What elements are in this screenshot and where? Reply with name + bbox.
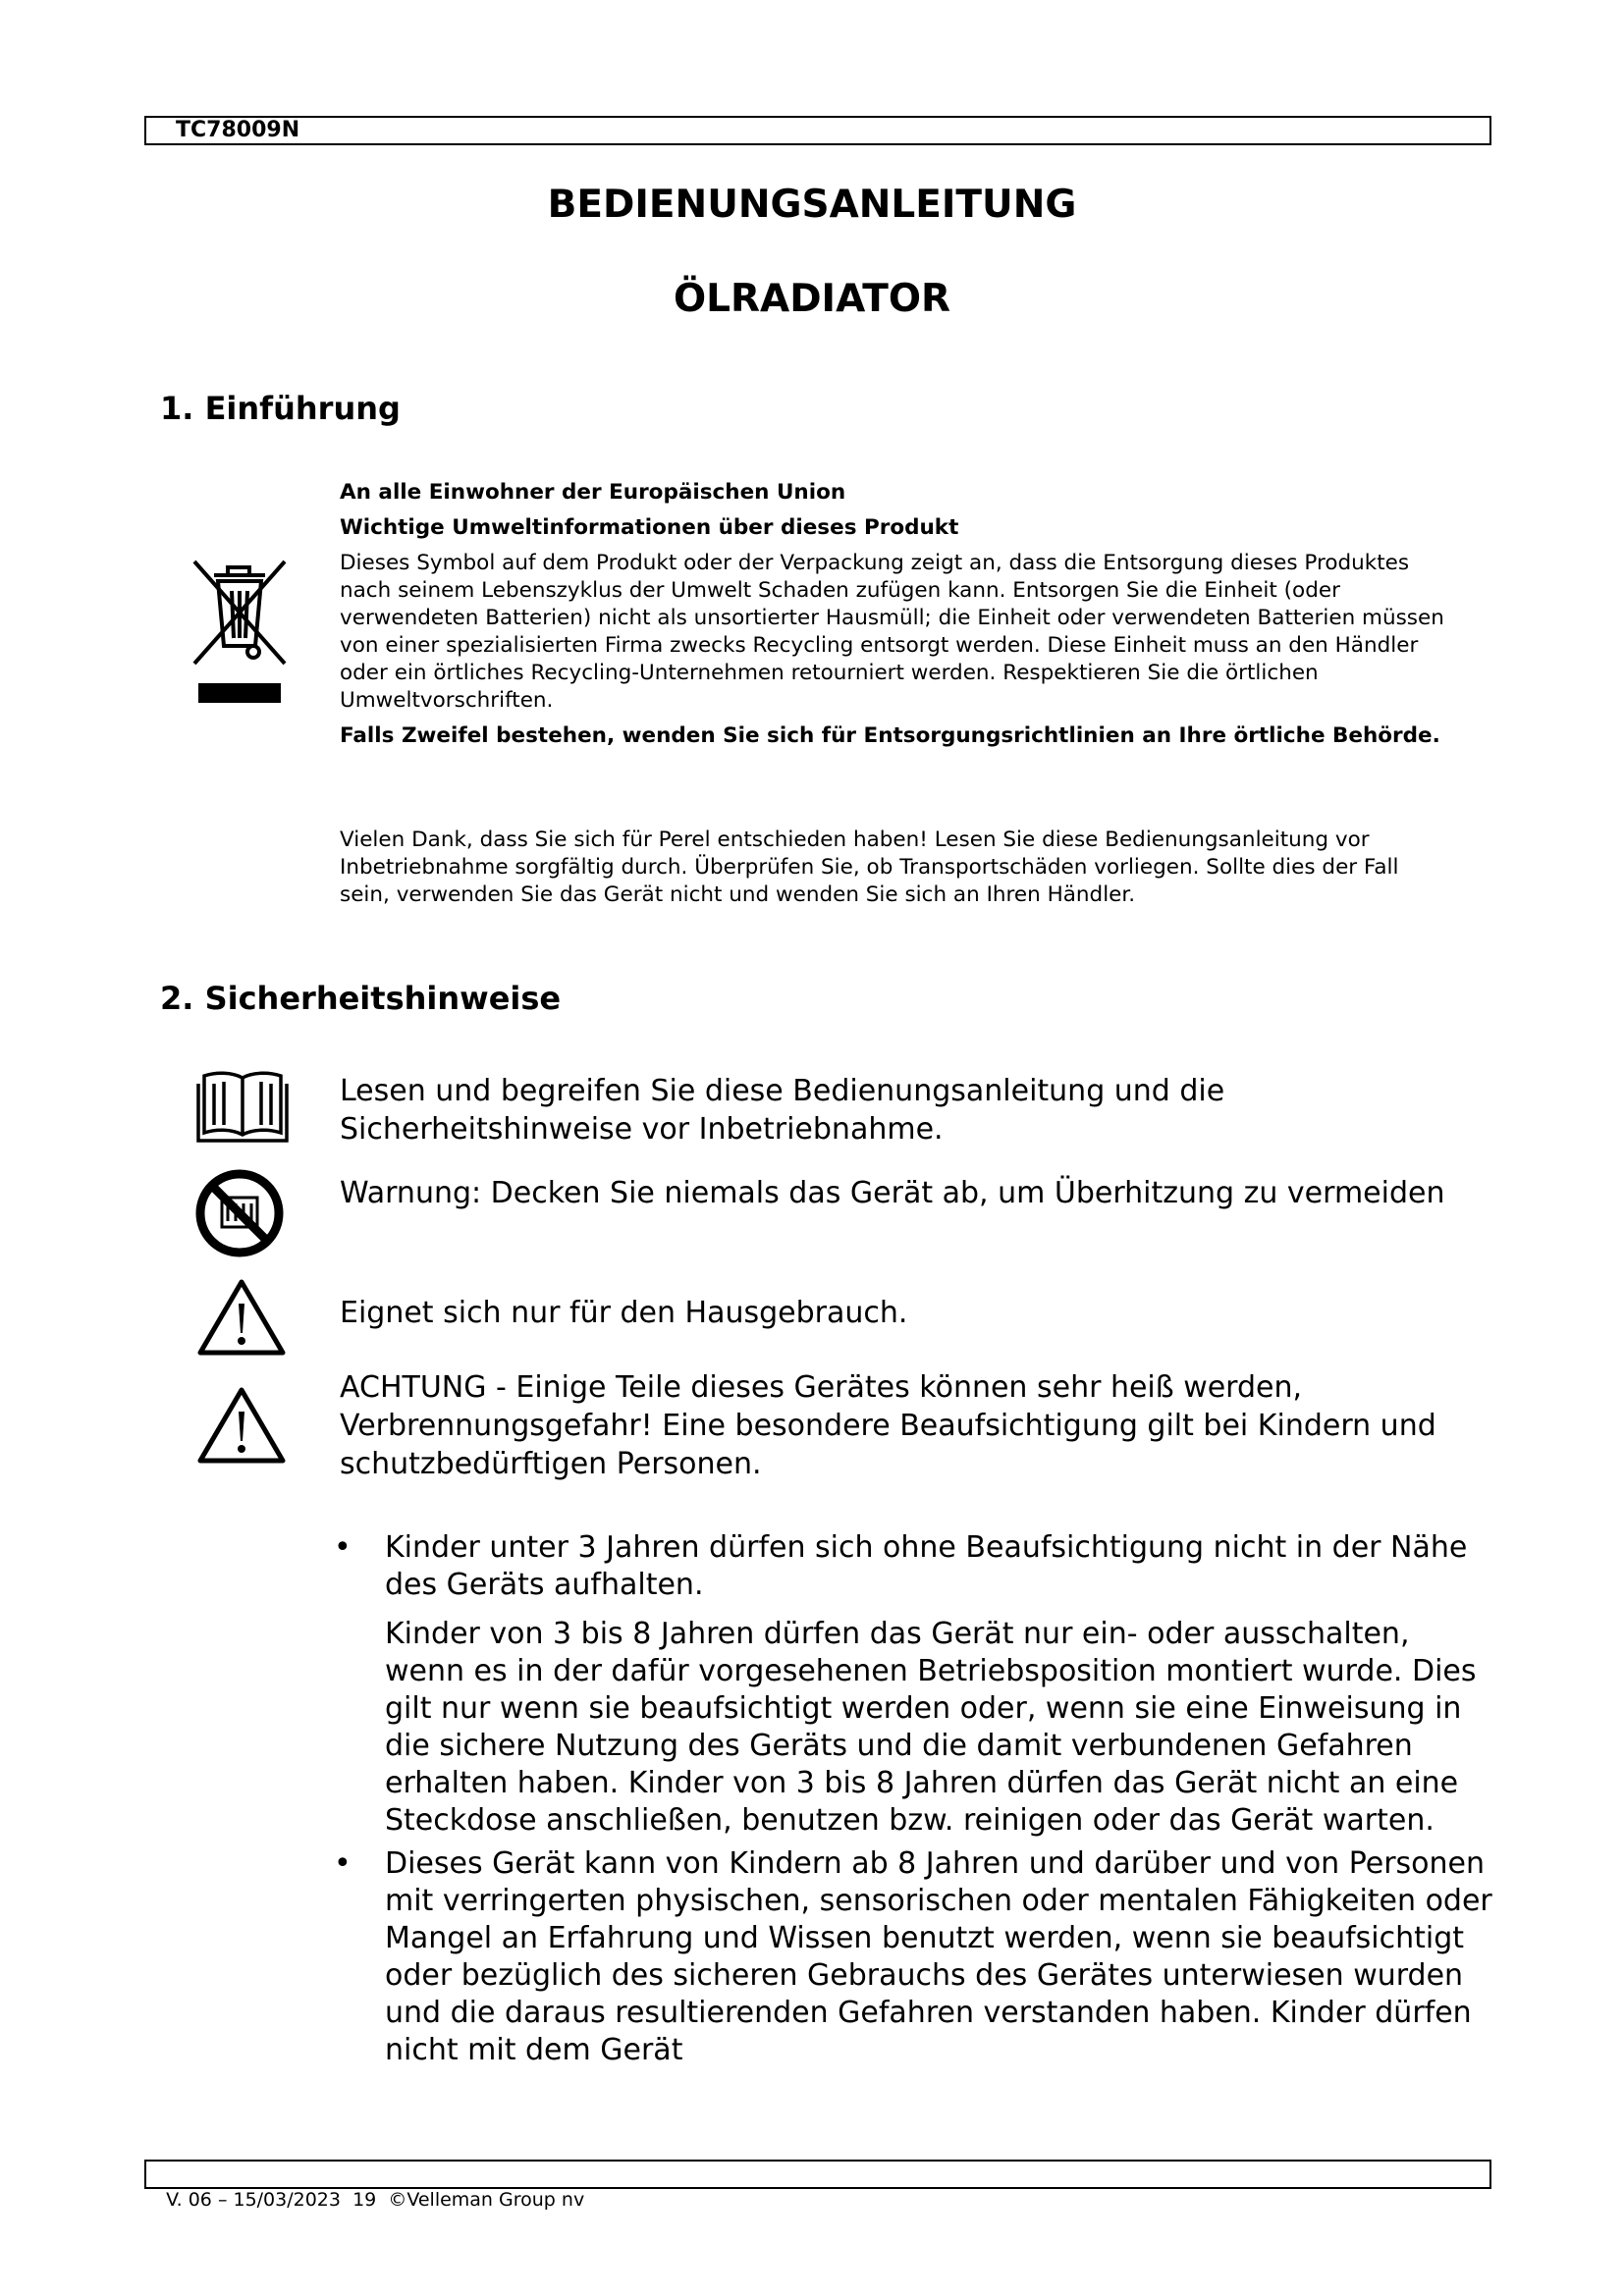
safety-item-hot-surface: ACHTUNG - Einige Teile dieses Gerätes können sehr heiß werden, Verbrennungsgefahr! Eine besondere Beaufsichtigung gilt bei Kindern und schutzbedürftigen Personen. (340, 1370, 1436, 1481)
safety-item-read-manual: Lesen und begreifen Sie diese Bedienungsanleitung und die Sicherheitshinweise vor Inbetriebnahme. (340, 1074, 1225, 1147)
weee-bold-note: Falls Zweifel bestehen, wenden Sie sich für Entsorgungsrichtlinien an Ihre örtliche Behörde. (340, 723, 1440, 748)
document-subtitle: ÖLRADIATOR (673, 277, 951, 321)
weee-recipients: An alle Einwohner der Europäischen Union (340, 480, 846, 505)
list-item (334, 1845, 1492, 2069)
weee-subtitle: Wichtige Umweltinformationen über dieses Produkt (340, 515, 959, 540)
weee-notice (340, 479, 1449, 750)
warning-triangle-icon (196, 1276, 287, 1357)
bullet-paragraph: Kinder unter 3 Jahren dürfen sich ohne Beaufsichtigung nicht in der Nähe des Geräts aufhalten. (385, 1530, 1468, 1602)
safety-item-household-use: Eignet sich nur für den Hausgebrauch. (340, 1296, 908, 1330)
section-heading-safety: 2. Sicherheitshinweise (160, 980, 562, 1017)
bullet-paragraph: Dieses Gerät kann von Kindern ab 8 Jahren und darüber und von Personen mit verringerten physischen, sensorischen oder mentalen Fähigkeiten oder Mangel an Erfahrung und Wissen benutzt werden, wenn sie beaufsichtigt oder bezüglich des sicheren Gebrauchs des Gerätes unterwiesen wurden und die daraus resultierenden Gefahren verstanden haben. Kinder dürfen nicht mit dem Gerät (385, 1846, 1492, 2067)
bullet-paragraph: Kinder von 3 bis 8 Jahren dürfen das Gerät nur ein- oder ausschalten, wenn es in der dafür vorgesehenen Betriebsposition montiert wurde. Dies gilt nur wenn sie beaufsichtigt werden oder, wenn sie eine Einweisung in die sichere Nutzung des Geräts und die damit verbundenen Gefahren erhalten haben. Kinder von 3 bis 8 Jahren dürfen das Gerät nicht an eine Steckdose anschließen, benutzen bzw. reinigen oder das Gerät warten. (385, 1617, 1477, 1838)
weee-bin-icon (185, 556, 295, 709)
safety-item-do-not-cover: Warnung: Decken Sie niemals das Gerät ab, um Überhitzung zu vermeiden (340, 1176, 1445, 1210)
weee-body: Dieses Symbol auf dem Produkt oder der Verpackung zeigt an, dass die Entsorgung dieses Produktes nach seinem Lebenszyklus der Umwelt Schaden zufügen kann. Entsorgen Sie die Einheit (oder verwendeten Batterien) nicht als unsortierter Hausmüll; die Einheit oder verwendeten Batterien müssen von einer spezialisierten Firma zwecks Recycling entsorgt werden. Diese Einheit muss an den Händler oder ein örtliches Recycling-Unternehmen retourniert werden. Respektieren Sie die örtlichen Umweltvorschriften. (340, 551, 1444, 713)
thank-you-paragraph: Vielen Dank, dass Sie sich für Perel entschieden haben! Lesen Sie diese Bedienungsanleitung vor Inbetriebnahme sorgfältig durch. Überprüfen Sie, ob Transportschäden vorliegen. Sollte dies der Fall sein, verwenden Sie das Gerät nicht und wenden Sie sich an Ihren Händler. (340, 828, 1399, 907)
manual-book-icon (196, 1068, 289, 1143)
document-header (144, 116, 1491, 145)
document-title: BEDIENUNGSANLEITUNG (547, 183, 1077, 227)
do-not-cover-icon (194, 1168, 285, 1258)
footer-version: V. 06 – 15/03/2023 19 ©Velleman Group nv (166, 2189, 585, 2211)
bullet-dot: • (334, 1530, 352, 1565)
list-item (334, 1529, 1492, 1840)
warning-triangle-icon (196, 1384, 287, 1465)
section-heading-introduction: 1. Einführung (160, 390, 401, 427)
safety-bullet-list (334, 1529, 1492, 2075)
model-number: TC78009N (176, 118, 300, 142)
document-footer (144, 2160, 1491, 2211)
bullet-dot: • (334, 1846, 352, 1881)
